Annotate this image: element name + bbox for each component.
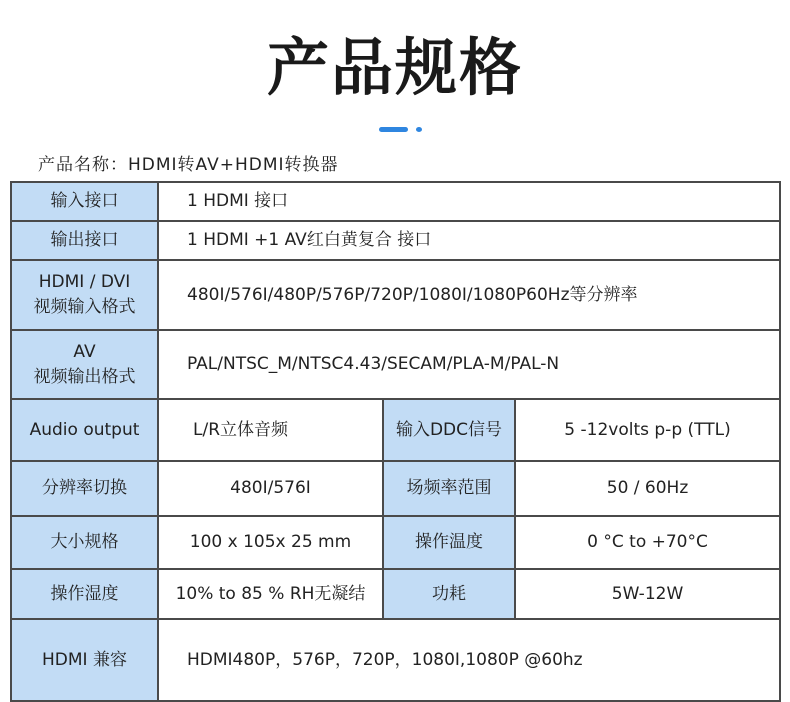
page-title: 产品规格	[266, 31, 523, 104]
spec-value-hdmi-input-format: 480I/576I/480P/576P/720P/1080I/1080P60Hz等分辨率	[158, 260, 780, 330]
spec-label-line: 视频输出格式	[33, 366, 136, 387]
table-row	[11, 182, 780, 221]
spec-label-output-port: 输出接口	[11, 221, 158, 260]
spec-value-input-port: 1 HDMI 接口	[158, 182, 780, 221]
spec-label-audio-output: Audio output	[11, 399, 158, 461]
spec-value-operating-temp: 0 °C to +70°C	[515, 516, 780, 569]
spec-value-power: 5W-12W	[515, 569, 780, 619]
spec-label-line: AV	[73, 341, 96, 362]
spec-value-field-rate: 50 / 60Hz	[515, 461, 780, 516]
table-row	[11, 399, 780, 461]
table-row	[11, 260, 780, 330]
spec-value-operating-humidity: 10% to 85 % RH无凝结	[158, 569, 383, 619]
spec-table	[10, 181, 781, 702]
table-row	[11, 569, 780, 619]
spec-value-hdmi-compat: HDMI480P，576P，720P，1080I,1080P @60hz	[158, 619, 780, 701]
spec-value-output-port: 1 HDMI +1 AV红白黄复合 接口	[158, 221, 780, 260]
spec-label-hdmi-input-format	[11, 260, 158, 330]
table-row	[11, 516, 780, 569]
spec-label-av-output-format	[11, 330, 158, 399]
spec-label-hdmi-compat: HDMI 兼容	[11, 619, 158, 701]
spec-label-ddc-signal: 输入DDC信号	[383, 399, 515, 461]
table-row	[11, 221, 780, 260]
product-name: 产品名称：HDMI转AV+HDMI转换器	[38, 155, 339, 175]
table-row	[11, 619, 780, 701]
table-row	[11, 330, 780, 399]
spec-label-operating-temp: 操作温度	[383, 516, 515, 569]
spec-label-operating-humidity: 操作湿度	[11, 569, 158, 619]
spec-label-input-port: 输入接口	[11, 182, 158, 221]
spec-label-resolution-switch: 分辨率切换	[11, 461, 158, 516]
spec-value-resolution-switch: 480I/576I	[158, 461, 383, 516]
table-row	[11, 461, 780, 516]
spec-label-size: 大小规格	[11, 516, 158, 569]
spec-label-line: 视频输入格式	[33, 297, 136, 317]
spec-label-field-rate: 场频率范围	[383, 461, 515, 516]
spec-value-audio-output: L/R立体音频	[158, 399, 383, 461]
spec-value-av-output-format: PAL/NTSC_M/NTSC4.43/SECAM/PLA-M/PAL-N	[158, 330, 780, 399]
spec-label-power: 功耗	[383, 569, 515, 619]
spec-value-size: 100 x 105x 25 mm	[158, 516, 383, 569]
title-accent-bar	[379, 127, 408, 132]
spec-value-ddc-signal: 5 -12volts p-p (TTL)	[515, 399, 780, 461]
spec-label-line: HDMI / DVI	[38, 272, 131, 292]
title-accent-dot	[416, 127, 422, 132]
